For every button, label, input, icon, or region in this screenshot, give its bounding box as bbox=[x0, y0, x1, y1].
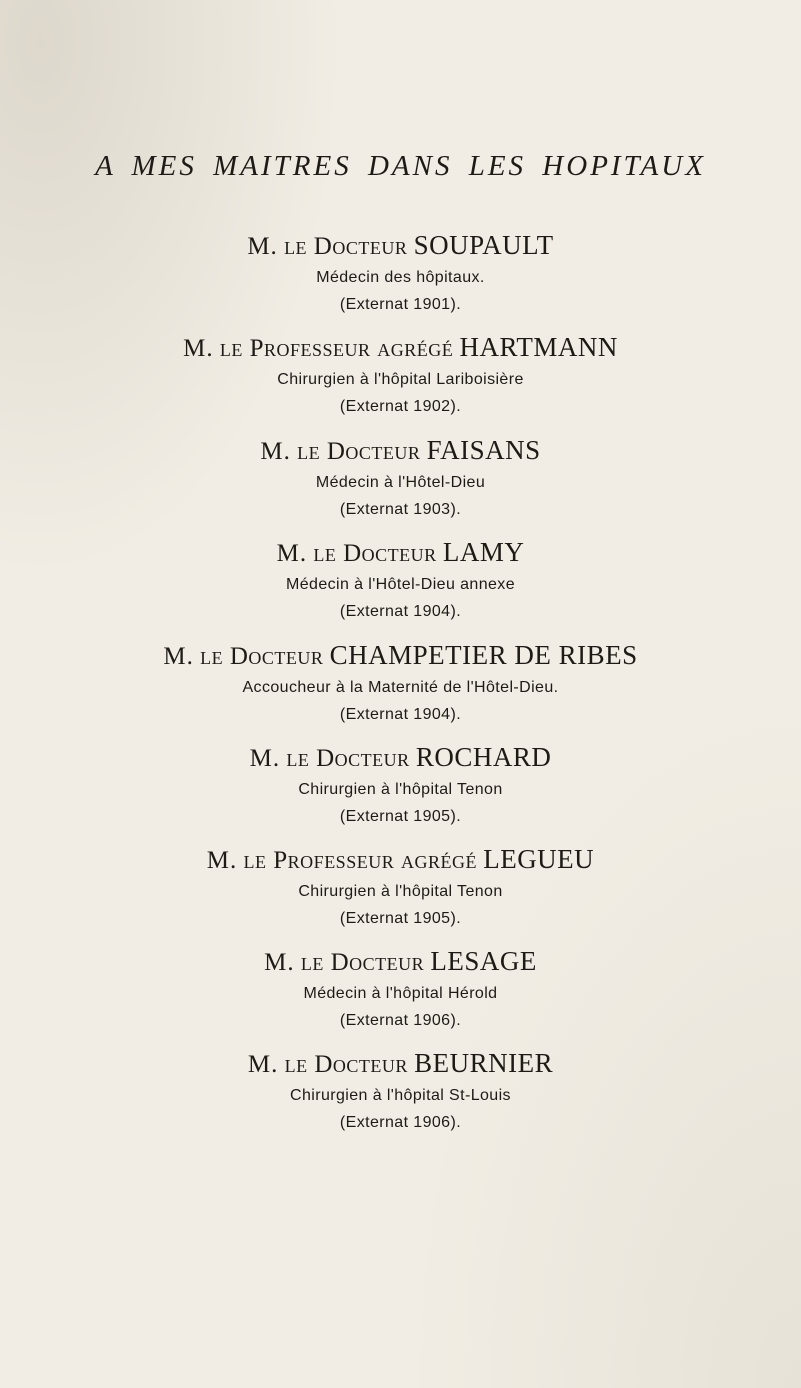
dedication-entry bbox=[0, 946, 801, 1032]
entry-surname: ROCHARD bbox=[415, 742, 552, 772]
honorific: M. bbox=[206, 847, 238, 874]
entry-surname: LEGUEU bbox=[483, 844, 595, 874]
entry-surname: HARTMANN bbox=[459, 332, 618, 362]
dedication-entry bbox=[0, 332, 801, 418]
entry-role: Chirurgien à l'hôpital Lariboisière bbox=[277, 371, 524, 388]
honorific: M. bbox=[247, 233, 278, 260]
entry-surname: LAMY bbox=[442, 537, 525, 567]
entry-surname: LESAGE bbox=[430, 946, 537, 976]
dedication-entry bbox=[0, 230, 801, 316]
entry-externat: (Externat 1902). bbox=[339, 398, 462, 415]
entry-name-line bbox=[0, 537, 801, 569]
honorific: M. bbox=[264, 949, 295, 976]
entry-name-line bbox=[0, 844, 801, 876]
entry-role: Chirurgien à l'hôpital Tenon bbox=[298, 883, 503, 900]
entry-title: le Professeur agrégé bbox=[243, 847, 477, 874]
entry-role: Chirurgien à l'hôpital St-Louis bbox=[290, 1087, 511, 1104]
honorific: M. bbox=[260, 438, 291, 465]
entry-title: le Docteur bbox=[284, 1051, 408, 1078]
dedication-entry bbox=[0, 435, 801, 521]
entry-surname: SOUPAULT bbox=[413, 230, 554, 260]
entry-externat: (Externat 1904). bbox=[339, 603, 462, 620]
entry-externat: (Externat 1904). bbox=[339, 706, 462, 723]
entry-role: Médecin des hôpitaux. bbox=[316, 269, 485, 286]
entry-name-line bbox=[0, 435, 801, 467]
dedication-heading: A MES MAITRES DANS LES HOPITAUX bbox=[95, 150, 706, 182]
dedication-entry bbox=[0, 742, 801, 828]
entry-name-line bbox=[0, 742, 801, 774]
honorific: M. bbox=[247, 1051, 279, 1078]
entry-title: le Docteur bbox=[313, 540, 437, 567]
entry-role: Médecin à l'hôpital Hérold bbox=[303, 985, 498, 1002]
entry-role: Accoucheur à la Maternité de l'Hôtel-Dieu. bbox=[242, 679, 559, 696]
honorific: M. bbox=[249, 745, 281, 772]
entry-title: le Professeur agrégé bbox=[219, 335, 454, 362]
dedication-entry bbox=[0, 537, 801, 623]
entry-title: le Docteur bbox=[286, 745, 410, 772]
entry-externat: (Externat 1905). bbox=[339, 808, 462, 825]
entry-externat: (Externat 1903). bbox=[339, 501, 462, 518]
entry-name-line bbox=[0, 1048, 801, 1080]
dedication-entry bbox=[0, 844, 801, 930]
entry-surname: BEURNIER bbox=[414, 1048, 554, 1078]
entry-role: Médecin à l'Hôtel-Dieu annexe bbox=[286, 576, 515, 593]
entry-title: le Docteur bbox=[200, 643, 324, 670]
entry-name-line bbox=[0, 946, 801, 978]
honorific: M. bbox=[276, 540, 308, 567]
entry-title: le Docteur bbox=[300, 949, 425, 976]
entry-surname: CHAMPETIER DE RIBES bbox=[329, 640, 638, 670]
entry-externat: (Externat 1905). bbox=[339, 910, 462, 927]
entry-name-line bbox=[0, 230, 801, 262]
entry-surname: FAISANS bbox=[426, 435, 541, 465]
entry-name-line bbox=[0, 332, 801, 364]
entry-role: Médecin à l'Hôtel-Dieu bbox=[315, 474, 486, 491]
dedication-entry bbox=[0, 1048, 801, 1134]
entry-role: Chirurgien à l'hôpital Tenon bbox=[298, 781, 503, 798]
entry-title: le Docteur bbox=[284, 233, 408, 260]
entry-externat: (Externat 1901). bbox=[339, 296, 462, 313]
entry-title: le Docteur bbox=[297, 438, 421, 465]
entry-externat: (Externat 1906). bbox=[339, 1114, 462, 1131]
entry-name-line bbox=[0, 640, 801, 672]
dedication-entry bbox=[0, 640, 801, 726]
entry-externat: (Externat 1906). bbox=[339, 1012, 462, 1029]
honorific: M. bbox=[183, 335, 214, 362]
honorific: M. bbox=[163, 643, 194, 670]
